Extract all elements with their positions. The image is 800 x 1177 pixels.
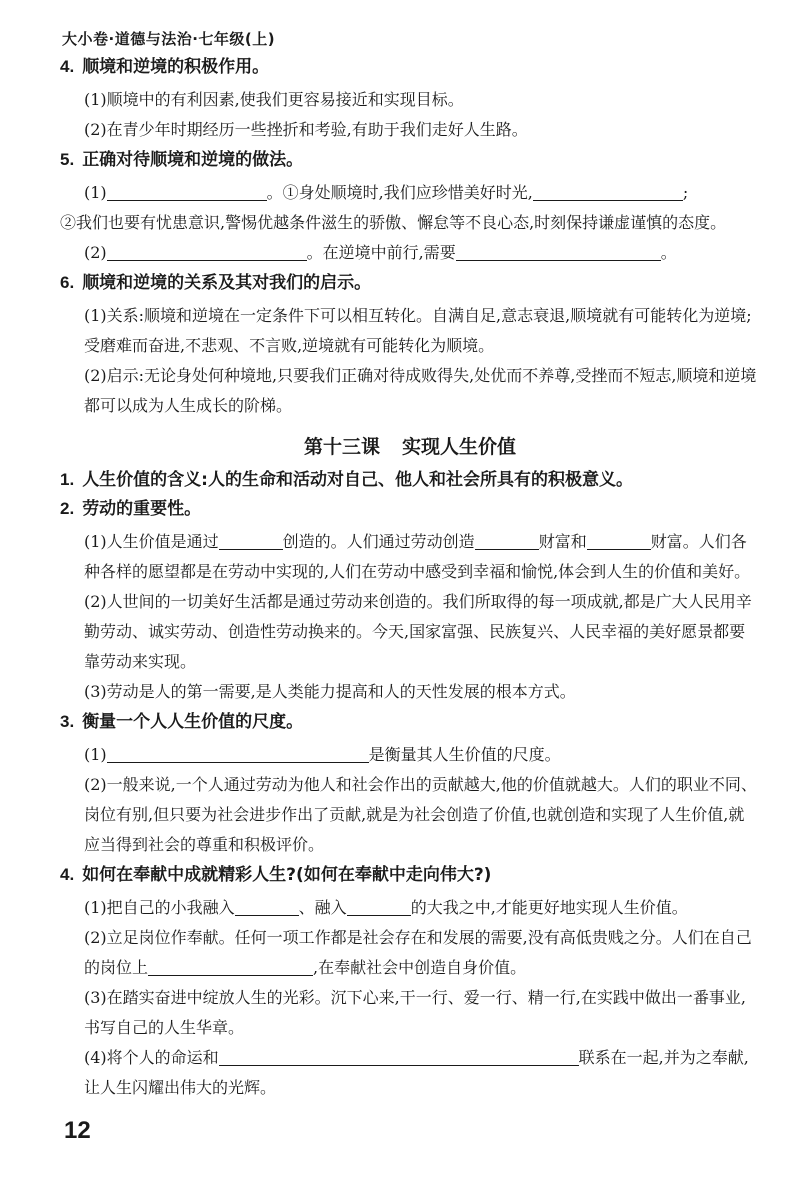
paragraph: (1)关系:顺境和逆境在一定条件下可以相互转化。自满自足,意志衰退,顺境就有可能转化为逆境;受磨难而奋进,不悲观、不言败,逆境就有可能转化为顺境。 (84, 306, 752, 355)
item-number: 3. (60, 712, 75, 731)
text-run: 财富和 (538, 532, 587, 551)
section-heading (60, 711, 760, 733)
lesson-number: 第十三课 (303, 436, 380, 458)
paragraph: (3)劳动是人的第一需要,是人类能力提高和人的天性发展的根本方式。 (84, 682, 576, 701)
paragraph: (3)在踏实奋进中绽放人生的光彩。沉下心来,干一行、爱一行、精一行,在实践中做出一番事业,书写自己的人生华章。 (84, 988, 746, 1037)
paragraph: (1)顺境中的有利因素,使我们更容易接近和实现目标。 (84, 90, 464, 109)
lesson-item-2 (60, 498, 760, 707)
lesson-item-1 (60, 469, 760, 491)
text-run: (1)人生价值是通过 (84, 532, 219, 551)
section-5 (60, 149, 760, 268)
text-run: (1) (84, 745, 107, 764)
text-run: ,在奉献社会中创造自身价值。 (313, 958, 527, 977)
paragraph (60, 740, 760, 770)
item-title: 人生价值的含义:人的生命和活动对自己、他人和社会所具有的积极意义。 (82, 470, 633, 490)
section-heading (60, 498, 760, 520)
text-run: 的大我之中,才能更好地实现人生价值。 (410, 898, 688, 917)
text-run: 。①身处顺境时,我们应珍惜美好时光, (266, 183, 533, 202)
item-title: 顺境和逆境的关系及其对我们的启示。 (82, 273, 372, 293)
text-run: (1) (84, 183, 107, 202)
section-heading (60, 149, 760, 171)
text-run: 财富。人们各种各样的愿望都是在劳动中实现的,人们在劳动中感受到幸福和愉悦,体会到人生的价值和美好。 (84, 532, 751, 581)
section-4 (60, 56, 760, 145)
item-number: 4. (60, 57, 75, 76)
text-run: ; (682, 183, 689, 202)
fill-blank[interactable] (107, 182, 267, 201)
running-header: 大小卷·道德与法治·七年级(上) (62, 30, 276, 48)
item-number: 1. (60, 470, 75, 489)
paragraph (60, 527, 760, 587)
section-heading (60, 864, 760, 886)
text-run: 、融入 (298, 898, 347, 917)
lesson-item-3 (60, 711, 760, 860)
paragraph (60, 1043, 760, 1103)
lesson-item-4 (60, 864, 760, 1103)
section-heading (60, 469, 760, 491)
section-heading (60, 56, 760, 78)
item-title: 顺境和逆境的积极作用。 (82, 57, 270, 77)
paragraph: ②我们也要有忧患意识,警惕优越条件滋生的骄傲、懈怠等不良心态,时刻保持谦虚谨慎的态度。 (60, 213, 727, 232)
fill-blank[interactable] (347, 897, 411, 916)
item-title: 如何在奉献中成就精彩人生?(如何在奉献中走向伟大?) (82, 865, 492, 885)
main-content (60, 56, 760, 1107)
item-number: 5. (60, 150, 75, 169)
item-number: 4. (60, 865, 75, 884)
item-title: 正确对待顺境和逆境的做法。 (82, 150, 304, 170)
fill-blank[interactable] (456, 242, 661, 261)
fill-blank[interactable] (219, 531, 283, 550)
text-run: 。在逆境中前行,需要 (306, 243, 456, 262)
text-run: 创造的。人们通过劳动创造 (282, 532, 475, 551)
paragraph: (2)一般来说,一个人通过劳动为他人和社会作出的贡献越大,他的价值就越大。人们的职业不同、岗位有别,但只要为社会进步作出了贡献,就是为社会创造了价值,也就创造和实现了人生价值,就应当得到社会的尊重和积极评价。 (84, 775, 757, 854)
lesson-name: 实现人生价值 (402, 436, 517, 458)
fill-blank[interactable] (475, 531, 539, 550)
text-run: (1)把自己的小我融入 (84, 898, 235, 917)
paragraph (60, 923, 760, 983)
paragraph: (2)人世间的一切美好生活都是通过劳动来创造的。我们所取得的每一项成就,都是广大人民用辛勤劳动、诚实劳动、创造性劳动换来的。今天,国家富强、民族复兴、人民幸福的美好愿景都要靠劳动来实现。 (84, 592, 752, 671)
section-heading (60, 272, 760, 294)
item-number: 6. (60, 273, 75, 292)
paragraph (60, 178, 760, 208)
fill-blank[interactable] (107, 242, 307, 261)
text-run: 联系在一起,并为之奉献,让人生闪耀出伟大的光辉。 (84, 1048, 749, 1097)
fill-blank[interactable] (148, 957, 313, 976)
text-run: (4)将个人的命运和 (84, 1048, 219, 1067)
paragraph: (2)在青少年时期经历一些挫折和考验,有助于我们走好人生路。 (84, 120, 528, 139)
item-number: 2. (60, 499, 75, 518)
fill-blank[interactable] (107, 744, 369, 763)
text-run: (2) (84, 243, 107, 262)
paragraph: (2)启示:无论身处何种境地,只要我们正确对待成败得失,处优而不养尊,受挫而不短志,顺境和逆境都可以成为人生成长的阶梯。 (84, 366, 757, 415)
text-run: 是衡量其人生价值的尺度。 (368, 745, 561, 764)
fill-blank[interactable] (533, 182, 683, 201)
fill-blank[interactable] (219, 1047, 579, 1066)
section-6 (60, 272, 760, 421)
paragraph (60, 893, 760, 923)
text-run: 。 (660, 243, 677, 262)
page-number: 12 (64, 1117, 91, 1144)
item-title: 衡量一个人人生价值的尺度。 (82, 712, 304, 732)
fill-blank[interactable] (235, 897, 299, 916)
text-run: (2)立足岗位作奉献。任何一项工作都是社会存在和发展的需要,没有高低贵贱之分。人们在自己的岗位上 (84, 928, 752, 977)
lesson-title (60, 433, 760, 461)
item-title: 劳动的重要性。 (82, 499, 202, 519)
paragraph (60, 238, 760, 268)
fill-blank[interactable] (587, 531, 651, 550)
